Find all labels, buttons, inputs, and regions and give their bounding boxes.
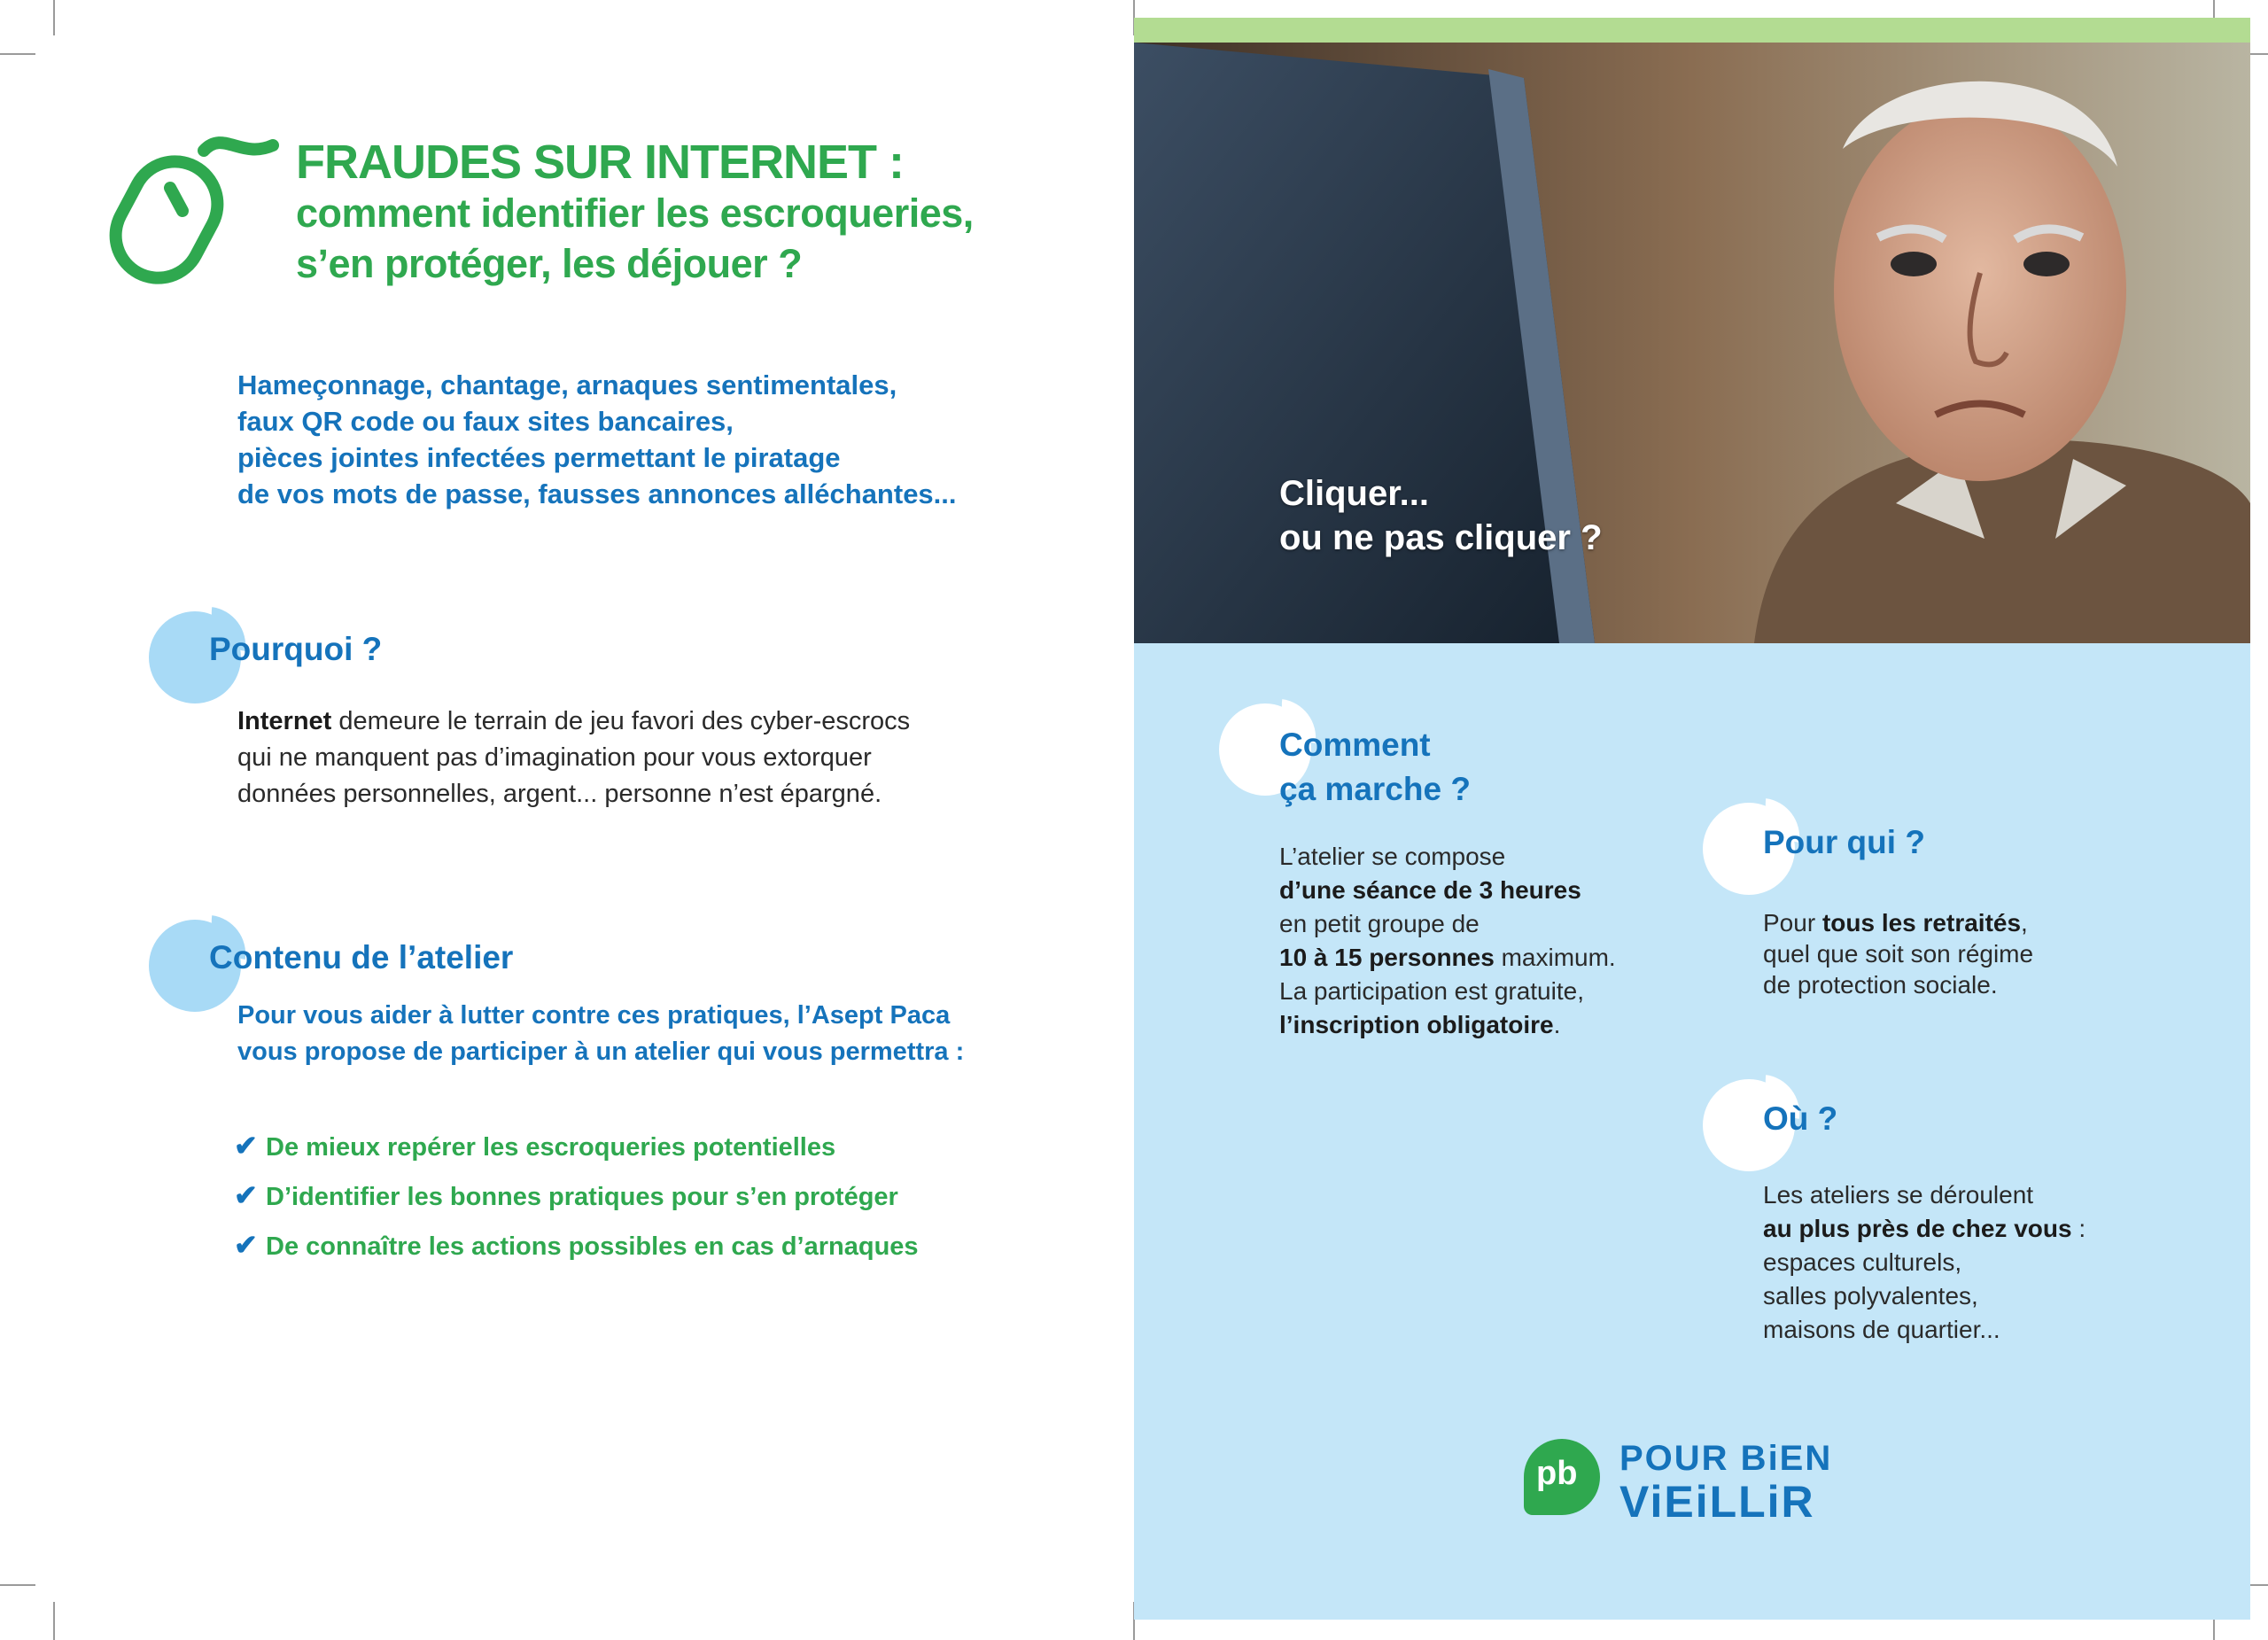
check-icon: ✔ xyxy=(234,1229,258,1261)
intro-line: de vos mots de passe, fausses annonces alléchantes... xyxy=(237,478,957,509)
contenu-line: vous propose de participer à un atelier qui vous permettra : xyxy=(237,1038,965,1066)
pourquoi-line: demeure le terrain de jeu favori des cyber-escrocs xyxy=(331,707,911,735)
intro-paragraph xyxy=(237,367,957,512)
list-item-label: De connaître les actions possibles en cas d’arnaques xyxy=(266,1232,919,1261)
list-item xyxy=(234,1129,835,1162)
comment-line: . xyxy=(1553,1011,1561,1038)
logo-line: ViEiLLiR xyxy=(1619,1477,1815,1527)
comment-bold: 10 à 15 personnes xyxy=(1279,944,1495,971)
photo-caption xyxy=(1279,471,1603,560)
comment-bold: d’une séance de 3 heures xyxy=(1279,876,1581,904)
ou-line: Les ateliers se déroulent xyxy=(1763,1181,2034,1209)
crop-mark xyxy=(0,53,35,55)
top-accent-band xyxy=(1134,18,2250,43)
comment-heading-line: Comment xyxy=(1279,727,1431,763)
comment-heading xyxy=(1279,723,1471,812)
contenu-heading: Contenu de l’atelier xyxy=(209,939,514,975)
pourquoi-line: qui ne manquent pas d’imagination pour vous extorquer xyxy=(237,743,872,772)
pourqui-line: quel que soit son régime xyxy=(1763,940,2034,968)
list-item-label: De mieux repérer les escroqueries potentielles xyxy=(266,1133,836,1162)
pour-bien-vieillir-logo xyxy=(1524,1435,1843,1527)
comment-text xyxy=(1279,840,1616,1042)
ou-line: espaces culturels, xyxy=(1763,1248,1962,1276)
comment-line: L’atelier se compose xyxy=(1279,843,1506,870)
caption-line: ou ne pas cliquer ? xyxy=(1279,518,1603,557)
intro-line: pièces jointes infectées permettant le piratage xyxy=(237,442,841,473)
pourquoi-text xyxy=(237,703,910,812)
logo-mark-text: pb xyxy=(1536,1455,1578,1492)
computer-mouse-icon xyxy=(99,133,282,289)
ou-heading: Où ? xyxy=(1763,1100,1838,1137)
logo-line: POUR BiEN xyxy=(1619,1439,1833,1478)
page-subtitle xyxy=(296,188,974,289)
list-item xyxy=(234,1228,919,1262)
crop-mark xyxy=(53,1602,55,1640)
pourquoi-bold: Internet xyxy=(237,707,332,735)
pourquoi-heading: Pourquoi ? xyxy=(209,631,383,667)
pourqui-line: Pour xyxy=(1763,909,1822,937)
page-title: FRAUDES SUR INTERNET : xyxy=(296,136,905,189)
check-icon: ✔ xyxy=(234,1130,258,1162)
list-item xyxy=(234,1178,898,1212)
pourqui-line: de protection sociale. xyxy=(1763,971,1998,999)
pourquoi-line: données personnelles, argent... personne n’est épargné. xyxy=(237,780,882,808)
intro-line: faux QR code ou faux sites bancaires, xyxy=(237,406,734,437)
pourqui-heading: Pour qui ? xyxy=(1763,824,1925,860)
comment-line: La participation est gratuite, xyxy=(1279,977,1584,1005)
ou-bold: au plus près de chez vous xyxy=(1763,1215,2072,1242)
comment-bold: l’inscription obligatoire xyxy=(1279,1011,1554,1038)
crop-mark xyxy=(0,1584,35,1586)
subtitle-line: comment identifier les escroqueries, xyxy=(296,190,974,236)
comment-line: en petit groupe de xyxy=(1279,910,1480,937)
subtitle-line: s’en protéger, les déjouer ? xyxy=(296,241,803,286)
comment-line: maximum. xyxy=(1494,944,1616,971)
ou-line: : xyxy=(2071,1215,2086,1242)
contenu-line: Pour vous aider à lutter contre ces pratiques, l’Asept Paca xyxy=(237,1001,951,1030)
contenu-text xyxy=(237,998,964,1070)
comment-heading-line: ça marche ? xyxy=(1279,771,1471,807)
crop-mark xyxy=(53,0,55,35)
list-item-label: D’identifier les bonnes pratiques pour s’en protéger xyxy=(266,1183,898,1211)
pourqui-bold: tous les retraités xyxy=(1821,909,2022,937)
intro-line: Hameçonnage, chantage, arnaques sentimentales, xyxy=(237,369,897,400)
ou-text xyxy=(1763,1178,2085,1347)
pourqui-line: , xyxy=(2021,909,2028,937)
ou-line: salles polyvalentes, xyxy=(1763,1282,1978,1310)
ou-line: maisons de quartier... xyxy=(1763,1316,2000,1343)
logo-mark xyxy=(1524,1439,1600,1515)
pourqui-text xyxy=(1763,907,2033,1000)
caption-line: Cliquer... xyxy=(1279,474,1429,513)
check-icon: ✔ xyxy=(234,1179,258,1211)
